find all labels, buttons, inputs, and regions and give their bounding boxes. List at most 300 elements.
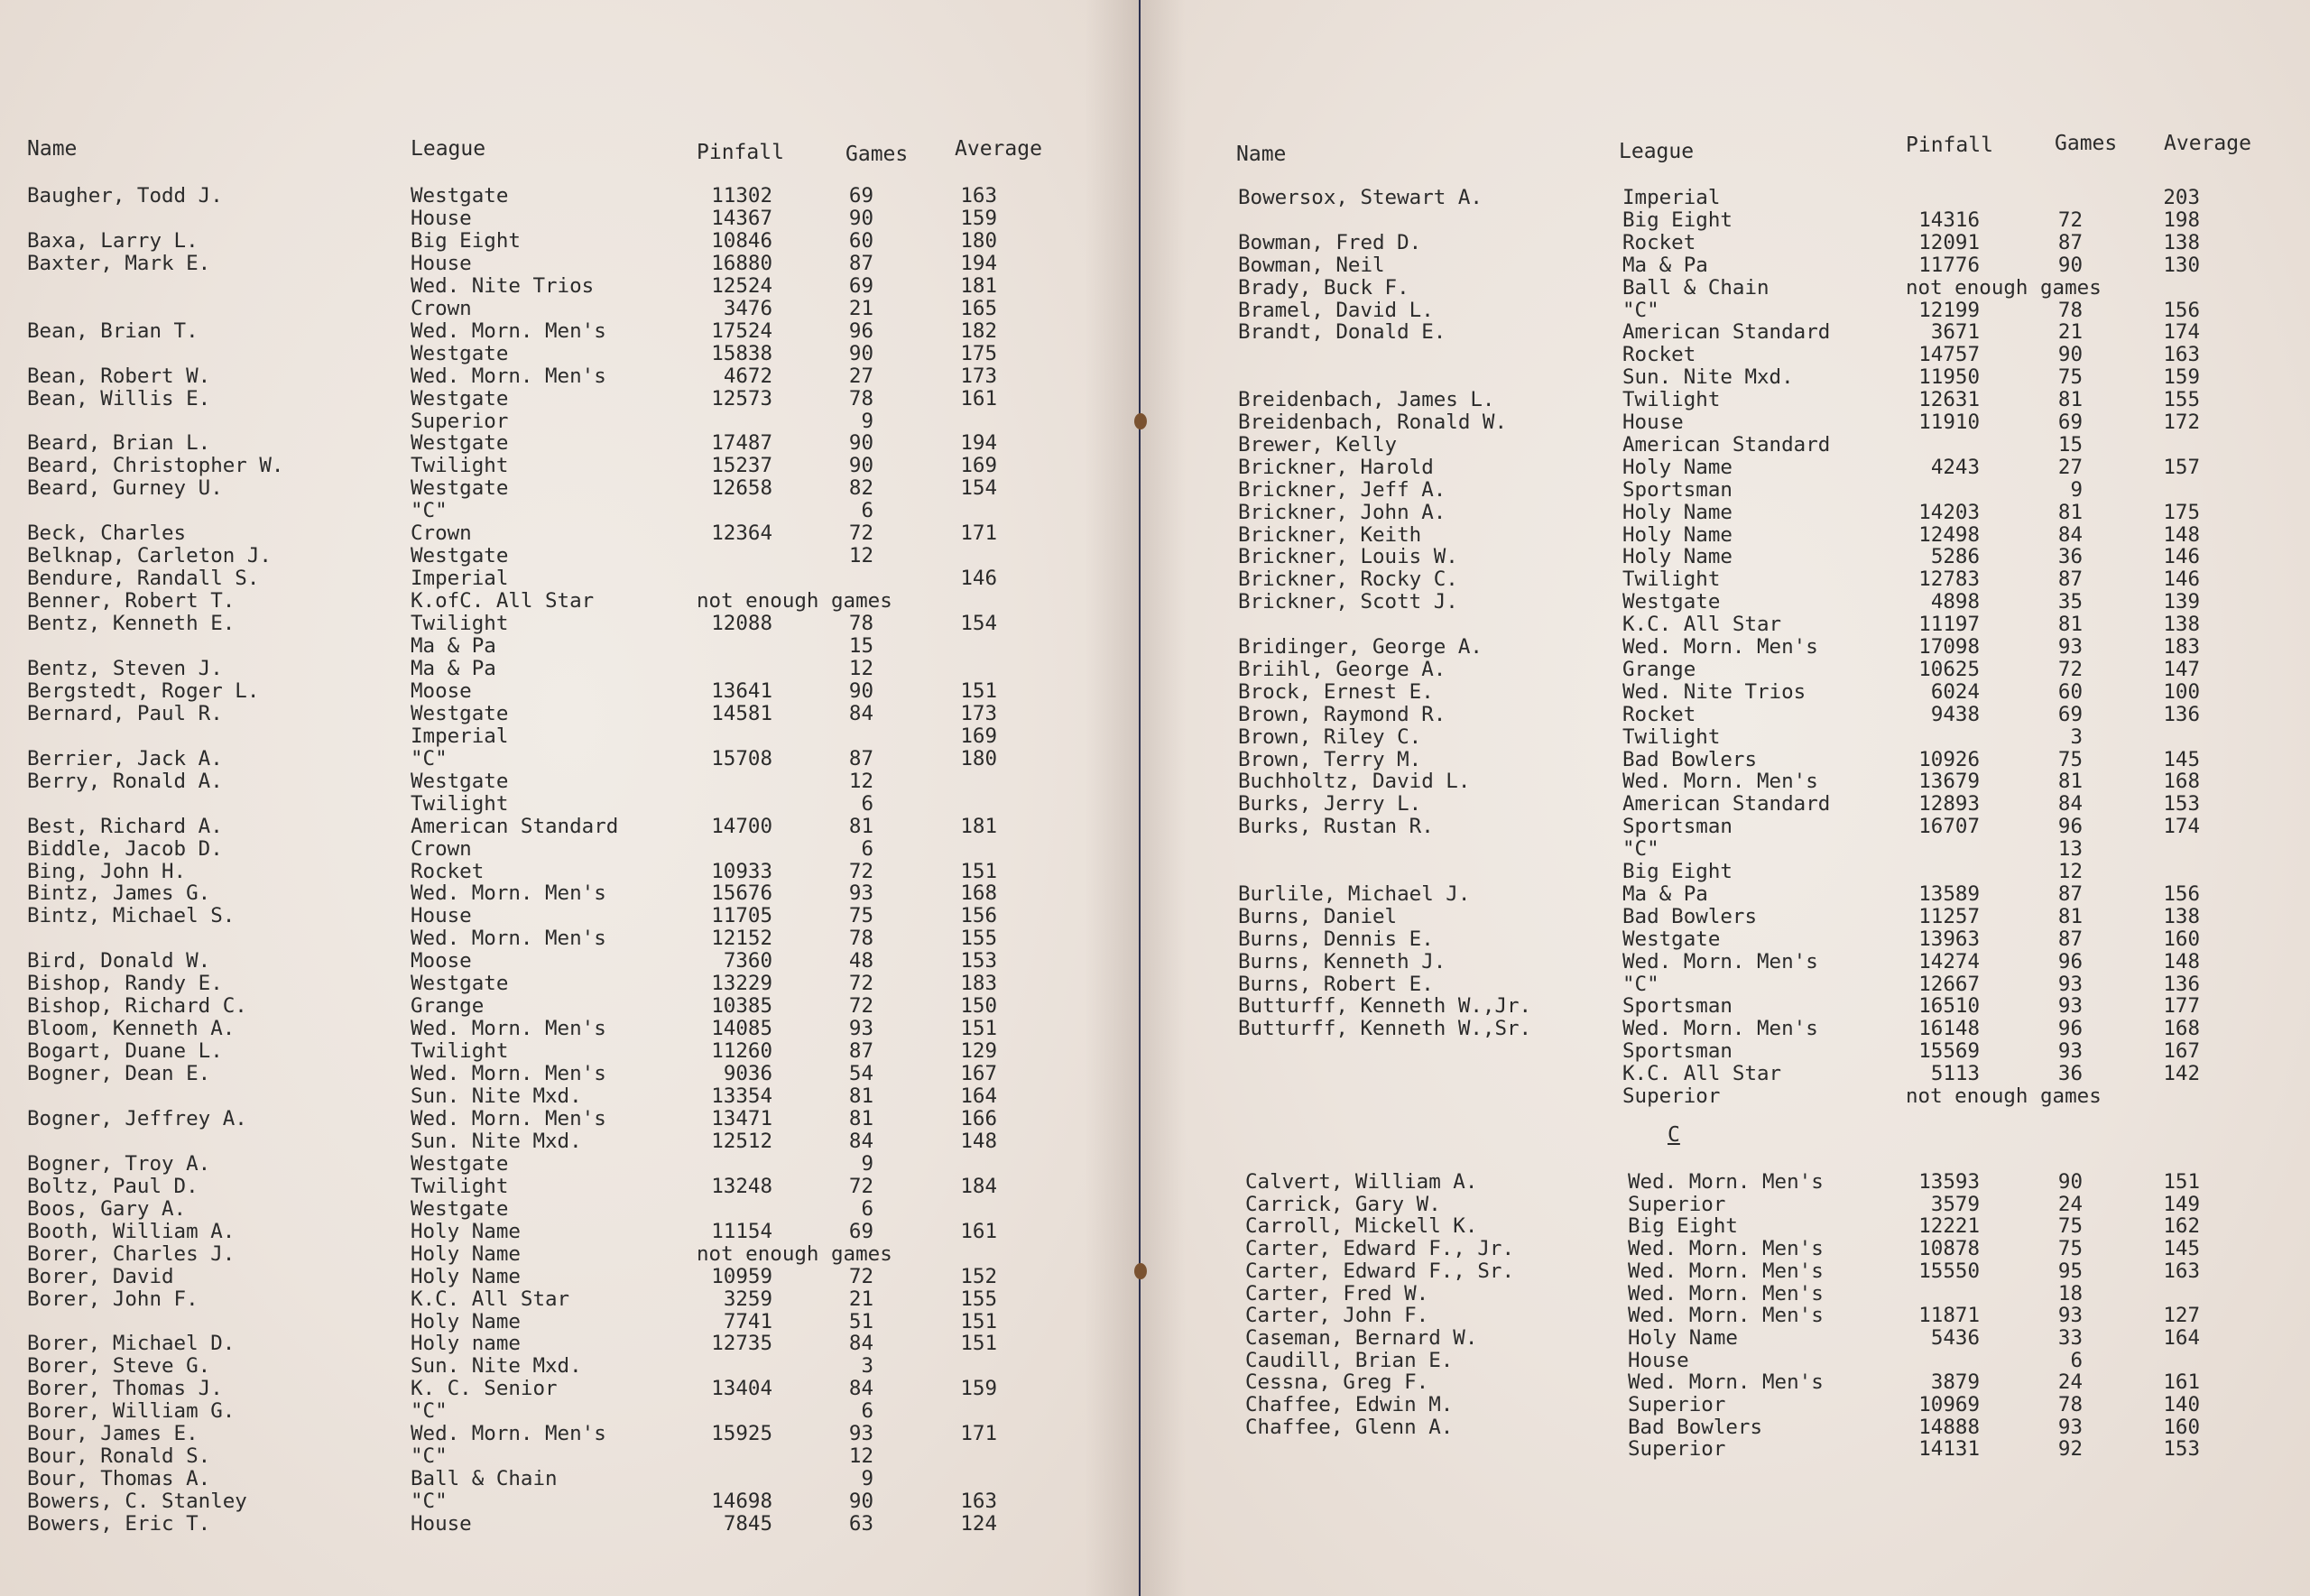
- table-row: [0, 1221, 1139, 1243]
- name-cell: Bogner, Troy A.: [27, 1151, 211, 1176]
- name-cell: Borer, John F.: [27, 1287, 199, 1311]
- table-row: [0, 882, 1139, 905]
- games-cell: 90: [848, 431, 873, 456]
- pinfall-cell: 11302: [711, 184, 772, 208]
- average-cell: 151: [960, 859, 997, 883]
- average-cell: 152: [960, 1264, 997, 1288]
- average-cell: 164: [960, 1084, 997, 1108]
- league-cell: Sun. Nite Mxd.: [411, 1129, 582, 1153]
- pinfall-cell: 17487: [711, 431, 772, 456]
- average-cell: 177: [2163, 994, 2200, 1019]
- games-cell: 90: [848, 454, 873, 478]
- league-cell: Rocket: [1622, 343, 1696, 367]
- games-cell: 69: [2057, 702, 2083, 726]
- table-row: [0, 1400, 1139, 1423]
- name-cell: Bentz, Kenneth E.: [27, 612, 236, 636]
- average-cell: 159: [960, 1377, 997, 1401]
- table-row: [1141, 568, 2310, 591]
- games-cell: 93: [2057, 1415, 2083, 1439]
- league-cell: Wed. Morn. Men's: [1622, 770, 1818, 794]
- table-row: [0, 1355, 1139, 1378]
- pinfall-cell: 13679: [1918, 770, 1980, 794]
- league-cell: Rocket: [411, 859, 485, 883]
- table-row: [0, 1288, 1139, 1311]
- games-cell: 36: [2057, 1062, 2083, 1086]
- pinfall-cell: 12091: [1918, 230, 1980, 254]
- average-cell: 175: [2163, 500, 2200, 524]
- league-cell: Holy Name: [411, 1241, 521, 1266]
- table-row: [0, 500, 1139, 522]
- name-cell: Breidenbach, Ronald W.: [1238, 411, 1508, 434]
- table-row: [0, 770, 1139, 793]
- games-cell: 84: [848, 701, 873, 725]
- average-cell: 160: [2163, 927, 2200, 951]
- table-row: [1141, 928, 2310, 951]
- league-cell: K. C. Senior: [411, 1377, 558, 1401]
- pinfall-cell: 14757: [1918, 343, 1980, 367]
- league-cell: Holy Name: [1628, 1325, 1738, 1350]
- table-row: [0, 1243, 1139, 1266]
- table-row: [1141, 434, 2310, 457]
- pinfall-cell: 4898: [1930, 590, 1980, 614]
- league-cell: Westgate: [411, 386, 509, 411]
- average-cell: 151: [960, 1332, 997, 1356]
- games-cell: 87: [2057, 567, 2083, 592]
- pinfall-cell: 11871: [1918, 1304, 1980, 1328]
- average-cell: 130: [2163, 253, 2200, 277]
- table-row: [0, 1513, 1139, 1536]
- league-cell: Imperial: [1622, 186, 1721, 209]
- league-cell: House: [1622, 411, 1684, 434]
- average-cell: 166: [960, 1106, 997, 1130]
- average-cell: 159: [2163, 365, 2200, 390]
- league-cell: Wed. Morn. Men's: [1628, 1237, 1824, 1261]
- games-cell: 72: [848, 521, 873, 546]
- average-cell: 124: [960, 1512, 997, 1536]
- right-header-average: Average: [2164, 132, 2251, 155]
- pinfall-cell: 12735: [711, 1332, 772, 1356]
- name-cell: Beck, Charles: [27, 521, 187, 546]
- games-cell: 18: [2057, 1281, 2083, 1305]
- pinfall-cell: 12364: [711, 521, 772, 546]
- average-cell: 161: [960, 1219, 997, 1243]
- table-row: [1141, 1371, 2310, 1394]
- table-row: [0, 613, 1139, 635]
- league-cell: Holy Name: [1622, 455, 1732, 479]
- league-cell: "C": [411, 1399, 448, 1424]
- table-row: [1141, 546, 2310, 568]
- league-cell: Sun. Nite Mxd.: [411, 1084, 582, 1108]
- pinfall-cell: 11705: [711, 904, 772, 928]
- table-row: [0, 658, 1139, 680]
- table-row: [1141, 883, 2310, 906]
- left-header-average: Average: [955, 137, 1042, 161]
- games-cell: 84: [2057, 792, 2083, 816]
- name-cell: Brock, Ernest E.: [1238, 679, 1434, 704]
- left-header-name: Name: [27, 137, 78, 161]
- table-row: [0, 477, 1139, 500]
- average-cell: 148: [2163, 949, 2200, 973]
- pinfall-cell: 12221: [1918, 1214, 1980, 1239]
- league-cell: Westgate: [411, 701, 509, 725]
- table-row: [1141, 1040, 2310, 1063]
- pinfall-cell: 15838: [711, 341, 772, 365]
- table-row: [1141, 1063, 2310, 1085]
- pinfall-cell: 11257: [1918, 904, 1980, 928]
- name-cell: Bernard, Paul R.: [27, 701, 223, 725]
- games-cell: 96: [848, 318, 873, 343]
- pinfall-cell: 15676: [711, 881, 772, 906]
- pinfall-cell: 12573: [711, 386, 772, 411]
- games-cell: 87: [848, 746, 873, 770]
- name-cell: Chaffee, Edwin M.: [1245, 1393, 1454, 1416]
- table-row: [0, 793, 1139, 816]
- pinfall-cell: 13963: [1918, 927, 1980, 951]
- table-row: [1141, 1327, 2310, 1350]
- name-cell: Best, Richard A.: [27, 814, 223, 838]
- average-cell: 136: [2163, 972, 2200, 996]
- name-cell: Carter, Fred W.: [1245, 1281, 1429, 1305]
- left-header-league: League: [411, 137, 486, 161]
- name-cell: Bintz, James G.: [27, 881, 211, 906]
- table-row: [0, 950, 1139, 973]
- table-row: [1141, 300, 2310, 322]
- average-cell: 194: [960, 251, 997, 275]
- name-cell: Bowman, Neil: [1238, 253, 1385, 277]
- table-row: [1141, 1305, 2310, 1327]
- table-row: [1141, 1171, 2310, 1194]
- league-cell: Wed. Morn. Men's: [411, 927, 606, 951]
- games-cell: 90: [848, 1490, 873, 1514]
- table-row: [1141, 254, 2310, 277]
- name-cell: Butturff, Kenneth W.,Jr.: [1238, 994, 1532, 1019]
- pinfall-cell: 3579: [1930, 1192, 1980, 1216]
- name-cell: Chaffee, Glenn A.: [1245, 1415, 1454, 1439]
- league-cell: Holy Name: [411, 1264, 521, 1288]
- table-row: [1141, 861, 2310, 883]
- pinfall-cell: 16510: [1918, 994, 1980, 1019]
- games-cell: 9: [861, 1467, 873, 1491]
- table-row: [0, 1085, 1139, 1108]
- name-cell: Butturff, Kenneth W.,Sr.: [1238, 1017, 1532, 1041]
- table-row: [1141, 636, 2310, 659]
- league-cell: "C": [411, 746, 448, 770]
- name-cell: Baugher, Todd J.: [27, 184, 223, 208]
- average-cell: 153: [2163, 792, 2200, 816]
- league-cell: Wed. Morn. Men's: [411, 364, 606, 388]
- table-row: [1141, 502, 2310, 524]
- league-cell: Superior: [1628, 1437, 1726, 1462]
- name-cell: Borer, Charles J.: [27, 1241, 236, 1266]
- name-cell: Brown, Riley C.: [1238, 724, 1422, 749]
- league-cell: Bad Bowlers: [1622, 904, 1758, 928]
- table-row: [0, 861, 1139, 883]
- pinfall-cell: 11950: [1918, 365, 1980, 390]
- table-row: [0, 455, 1139, 477]
- average-cell: 194: [960, 431, 997, 456]
- average-cell: 148: [2163, 522, 2200, 547]
- league-cell: Moose: [411, 678, 472, 703]
- games-cell: 90: [2057, 253, 2083, 277]
- average-cell: 153: [960, 949, 997, 973]
- average-cell: 138: [2163, 613, 2200, 637]
- league-cell: Superior: [411, 409, 509, 433]
- league-cell: Superior: [1622, 1084, 1721, 1108]
- average-cell: 151: [960, 1017, 997, 1041]
- table-row: [0, 1018, 1139, 1040]
- table-row: [1141, 793, 2310, 816]
- name-cell: Borer, William G.: [27, 1399, 236, 1424]
- pinfall-cell: 15569: [1918, 1039, 1980, 1064]
- name-cell: Borer, David: [27, 1264, 174, 1288]
- name-cell: Bird, Donald W.: [27, 949, 211, 973]
- league-cell: Twilight: [411, 454, 509, 478]
- league-cell: Ma & Pa: [411, 634, 496, 658]
- average-cell: 155: [2163, 388, 2200, 412]
- games-cell: 6: [2070, 1348, 2083, 1372]
- pinfall-cell: 14085: [711, 1017, 772, 1041]
- games-cell: 93: [2057, 635, 2083, 659]
- table-row: [0, 816, 1139, 838]
- right-header-league: League: [1619, 140, 1695, 163]
- league-cell: Wed. Morn. Men's: [1628, 1170, 1824, 1194]
- average-cell: 163: [960, 1490, 997, 1514]
- name-cell: Bour, Ronald S.: [27, 1444, 211, 1469]
- name-cell: Bishop, Randy E.: [27, 972, 223, 996]
- table-row: [0, 567, 1139, 590]
- name-cell: Benner, Robert T.: [27, 589, 236, 613]
- league-cell: Wed. Morn. Men's: [1628, 1370, 1824, 1395]
- name-cell: Brickner, Harold: [1238, 455, 1434, 479]
- name-cell: Berry, Ronald A.: [27, 769, 223, 793]
- pinfall-cell: 13248: [711, 1174, 772, 1198]
- average-cell: 138: [2163, 904, 2200, 928]
- pinfall-cell: 11910: [1918, 411, 1980, 434]
- games-cell: 69: [848, 273, 873, 298]
- pinfall-cell: 12783: [1918, 567, 1980, 592]
- league-cell: K.C. All Star: [1622, 1062, 1782, 1086]
- games-cell: 72: [848, 1264, 873, 1288]
- games-cell: 60: [848, 228, 873, 253]
- league-cell: Wed. Morn. Men's: [411, 1017, 606, 1041]
- name-cell: Carter, Edward F., Sr.: [1245, 1259, 1515, 1283]
- average-cell: 146: [960, 567, 997, 591]
- league-cell: Wed. Nite Trios: [1622, 679, 1806, 704]
- league-cell: "C": [1622, 837, 1659, 862]
- league-cell: "C": [411, 1444, 448, 1469]
- name-cell: Baxa, Larry L.: [27, 228, 199, 253]
- table-row: [1141, 973, 2310, 996]
- table-row: [1141, 1260, 2310, 1283]
- name-cell: Burns, Dennis E.: [1238, 927, 1434, 951]
- games-cell: 51: [848, 1309, 873, 1333]
- games-cell: 78: [848, 386, 873, 411]
- games-cell: 27: [2057, 455, 2083, 479]
- league-cell: Westgate: [411, 1151, 509, 1176]
- league-cell: American Standard: [1622, 320, 1831, 345]
- league-cell: Wed. Morn. Men's: [1622, 635, 1818, 659]
- table-row: [1141, 770, 2310, 793]
- league-cell: Westgate: [1622, 590, 1721, 614]
- name-cell: Bour, Thomas A.: [27, 1467, 211, 1491]
- pinfall-cell: 12498: [1918, 522, 1980, 547]
- name-cell: Bour, James E.: [27, 1422, 199, 1446]
- average-cell: 155: [960, 1287, 997, 1311]
- name-cell: Berrier, Jack A.: [27, 746, 223, 770]
- league-cell: Twilight: [411, 1174, 509, 1198]
- games-cell: 75: [2057, 365, 2083, 390]
- games-cell: 72: [2057, 657, 2083, 681]
- table-row: [1141, 277, 2310, 300]
- table-row: [1141, 232, 2310, 254]
- table-row: [0, 1108, 1139, 1130]
- table-row: [1141, 187, 2310, 209]
- pinfall-cell: 10933: [711, 859, 772, 883]
- average-cell: 183: [2163, 635, 2200, 659]
- games-cell: 92: [2057, 1437, 2083, 1462]
- league-cell: Imperial: [411, 724, 509, 748]
- league-cell: Sportsman: [1622, 815, 1732, 839]
- average-cell: 142: [2163, 1062, 2200, 1086]
- average-cell: 149: [2163, 1192, 2200, 1216]
- name-cell: Borer, Steve G.: [27, 1354, 211, 1379]
- pinfall-cell: 11776: [1918, 253, 1980, 277]
- pinfall-cell: 16707: [1918, 815, 1980, 839]
- league-cell: Crown: [411, 521, 472, 546]
- games-cell: 27: [848, 364, 873, 388]
- league-cell: Wed. Nite Trios: [411, 273, 595, 298]
- league-cell: Holy Name: [1622, 545, 1732, 569]
- pinfall-cell: 3671: [1930, 320, 1980, 345]
- league-cell: Holy Name: [411, 1219, 521, 1243]
- name-cell: Bergstedt, Roger L.: [27, 678, 260, 703]
- pinfall-cell: 13354: [711, 1084, 772, 1108]
- table-row: [0, 275, 1139, 298]
- games-cell: 6: [861, 499, 873, 523]
- table-row: [1141, 411, 2310, 434]
- league-cell: Big Eight: [411, 228, 521, 253]
- league-cell: Moose: [411, 949, 472, 973]
- games-cell: 9: [2070, 477, 2083, 502]
- games-cell: 36: [2057, 545, 2083, 569]
- table-row: [0, 590, 1139, 613]
- games-cell: 69: [848, 1219, 873, 1243]
- average-cell: 148: [960, 1129, 997, 1153]
- table-row: [1141, 524, 2310, 547]
- pinfall-cell: 16148: [1918, 1017, 1980, 1041]
- average-cell: 165: [960, 296, 997, 320]
- average-cell: 136: [2163, 702, 2200, 726]
- pinfall-cell: 14700: [711, 814, 772, 838]
- pinfall-cell: 14274: [1918, 949, 1980, 973]
- average-cell: 180: [960, 228, 997, 253]
- league-cell: Ma & Pa: [1622, 881, 1708, 906]
- pinfall-cell: 17524: [711, 318, 772, 343]
- games-cell: 87: [848, 1039, 873, 1064]
- games-cell: 21: [848, 296, 873, 320]
- table-row: [0, 522, 1139, 545]
- table-row: [0, 635, 1139, 658]
- name-cell: Bintz, Michael S.: [27, 904, 236, 928]
- pinfall-cell: 10969: [1918, 1393, 1980, 1416]
- league-cell: Twilight: [411, 1039, 509, 1064]
- pinfall-cell: 14888: [1918, 1415, 1980, 1439]
- pinfall-cell: 10926: [1918, 747, 1980, 771]
- league-cell: Wed. Morn. Men's: [411, 1106, 606, 1130]
- league-cell: Bad Bowlers: [1622, 747, 1758, 771]
- average-cell: 172: [2163, 411, 2200, 434]
- table-row: [0, 185, 1139, 208]
- table-row: [1141, 659, 2310, 681]
- pinfall-cell: 10625: [1918, 657, 1980, 681]
- name-cell: Burks, Jerry L.: [1238, 792, 1422, 816]
- average-cell: 182: [960, 318, 997, 343]
- name-cell: Bowers, C. Stanley: [27, 1490, 247, 1514]
- games-cell: 75: [2057, 1214, 2083, 1239]
- league-cell: Ball & Chain: [411, 1467, 558, 1491]
- league-cell: Rocket: [1622, 230, 1696, 254]
- table-row: [1141, 366, 2310, 389]
- average-cell: 147: [2163, 657, 2200, 681]
- average-cell: 169: [960, 454, 997, 478]
- games-cell: 6: [861, 791, 873, 816]
- left-page: [0, 0, 1139, 1596]
- games-cell: 35: [2057, 590, 2083, 614]
- games-cell: 93: [2057, 994, 2083, 1019]
- games-cell: 93: [848, 881, 873, 906]
- league-cell: Wed. Morn. Men's: [1622, 949, 1818, 973]
- table-row: [1141, 209, 2310, 232]
- table-row: [0, 1490, 1139, 1513]
- league-cell: House: [411, 251, 472, 275]
- games-cell: 95: [2057, 1259, 2083, 1283]
- games-cell: 84: [2057, 522, 2083, 547]
- pinfall-cell: not enough games: [697, 1241, 892, 1266]
- pinfall-cell: not enough games: [1906, 275, 2102, 300]
- league-cell: Wed. Morn. Men's: [411, 318, 606, 343]
- league-cell: Holy Name: [411, 1309, 521, 1333]
- section-heading-c: C: [1668, 1123, 1680, 1147]
- games-cell: 93: [848, 1017, 873, 1041]
- average-cell: 171: [960, 521, 997, 546]
- league-cell: K.C. All Star: [411, 1287, 570, 1311]
- table-row: [1141, 906, 2310, 928]
- pinfall-cell: 3259: [723, 1287, 772, 1311]
- games-cell: 81: [848, 1106, 873, 1130]
- table-row: [0, 1445, 1139, 1468]
- name-cell: Buchholtz, David L.: [1238, 770, 1471, 794]
- table-row: [1141, 1394, 2310, 1416]
- pinfall-cell: 16880: [711, 251, 772, 275]
- pinfall-cell: 14698: [711, 1490, 772, 1514]
- table-row: [0, 1063, 1139, 1085]
- league-cell: Holy name: [411, 1332, 521, 1356]
- table-row: [0, 411, 1139, 433]
- table-row: [0, 1311, 1139, 1333]
- name-cell: Brewer, Kelly: [1238, 432, 1398, 457]
- games-cell: 78: [2057, 1393, 2083, 1416]
- average-cell: 161: [2163, 1370, 2200, 1395]
- pinfall-cell: 14367: [711, 206, 772, 230]
- table-row: [0, 365, 1139, 388]
- games-cell: 72: [848, 972, 873, 996]
- average-cell: 180: [960, 746, 997, 770]
- pinfall-cell: 14203: [1918, 500, 1980, 524]
- league-cell: American Standard: [1622, 432, 1831, 457]
- pinfall-cell: 11260: [711, 1039, 772, 1064]
- average-cell: 129: [960, 1039, 997, 1064]
- games-cell: 81: [2057, 904, 2083, 928]
